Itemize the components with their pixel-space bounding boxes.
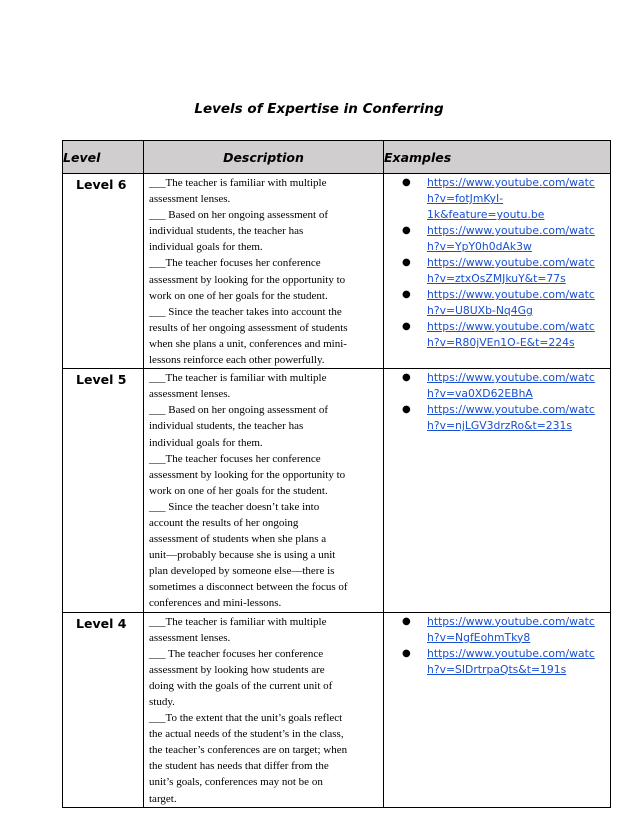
bullet-icon: ● — [402, 257, 411, 268]
description-cell — [144, 174, 384, 369]
youtube-link[interactable] — [427, 614, 610, 646]
link-text: h?v=NgfEohmTky8 — [427, 630, 531, 644]
link-text: https://www.youtube.com/watc — [427, 403, 595, 417]
description-line: assessment by looking how students are — [149, 663, 325, 676]
link-text: https://www.youtube.com/watc — [427, 176, 595, 189]
description-line: assessment lenses. — [149, 193, 231, 206]
example-links-list — [384, 175, 610, 351]
description-line: individual students, the teacher has — [149, 420, 304, 433]
description-line: individual goals for them. — [149, 241, 263, 254]
description-line: assessment lenses. — [149, 388, 231, 401]
description-line: ___The teacher focuses her conference — [149, 452, 321, 465]
description-line: individual goals for them. — [149, 436, 263, 449]
description-line: conferences and mini-lessons. — [149, 597, 282, 610]
youtube-link[interactable] — [427, 370, 610, 402]
description-line: assessment by looking for the opportunity to — [149, 468, 346, 481]
description-line: plan developed by someone else—there is — [149, 565, 335, 578]
link-text: 1k&feature=youtu.be — [427, 208, 545, 221]
description-line: results of her ongoing assessment of students — [149, 321, 348, 334]
table-row — [63, 369, 611, 612]
description-line: ___The teacher is familiar with multiple — [149, 372, 327, 385]
table-row — [63, 174, 611, 369]
youtube-link[interactable] — [427, 175, 610, 223]
header-level: Level — [63, 141, 144, 174]
description-line: ___ Since the teacher takes into account the — [149, 305, 342, 318]
example-links-list — [384, 370, 610, 434]
list-item — [384, 287, 610, 319]
description-line: work on one of her goals for the student. — [149, 484, 328, 497]
description-line: the actual needs of the student’s in the class, — [149, 728, 344, 741]
examples-cell — [384, 174, 611, 369]
link-text: h?v=U8UXb-Nq4Gg — [427, 304, 533, 317]
bullet-icon: ● — [402, 404, 411, 416]
description-line: the teacher’s conferences are on target; when — [149, 744, 348, 757]
description-line: the student has needs that differ from the — [149, 760, 329, 773]
link-text: https://www.youtube.com/watc — [427, 288, 595, 301]
description-line: account the results of her ongoing — [149, 516, 299, 529]
link-text: h?v=njLGV3drzRo&t=231s — [427, 419, 573, 433]
link-text: https://www.youtube.com/watc — [427, 256, 595, 269]
bullet-icon: ● — [402, 372, 411, 384]
examples-cell — [384, 612, 611, 807]
youtube-link[interactable] — [427, 646, 610, 678]
link-text: h?v=R80jVEn1O-E&t=224s — [427, 336, 575, 349]
page-title: Levels of Expertise in Conferring — [194, 101, 444, 117]
description-line: ___The teacher focuses her conference — [149, 257, 321, 270]
level-cell: Level 5 — [63, 369, 144, 612]
description-line: assessment by looking for the opportunity to — [149, 273, 346, 286]
description-cell — [144, 369, 384, 612]
link-text: h?v=SIDrtrpaQts&t=191s — [427, 662, 567, 676]
description-line: ___The teacher is familiar with multiple — [149, 615, 327, 628]
bullet-icon: ● — [402, 615, 411, 627]
link-text: https://www.youtube.com/watc — [427, 371, 595, 385]
example-links-list — [384, 614, 610, 678]
list-item — [384, 175, 610, 223]
list-item — [384, 614, 610, 646]
list-item — [384, 319, 610, 351]
description-line: individual students, the teacher has — [149, 225, 304, 238]
link-text: https://www.youtube.com/watc — [427, 224, 595, 237]
description-line: ___ Since the teacher doesn’t take into — [149, 500, 320, 513]
description-line: target. — [149, 792, 177, 805]
header-description: Description — [144, 141, 384, 174]
link-text: h?v=fotJmKyI- — [427, 192, 504, 205]
youtube-link[interactable] — [427, 319, 610, 351]
youtube-link[interactable] — [427, 287, 610, 319]
bullet-icon: ● — [402, 647, 411, 659]
description-line: work on one of her goals for the student. — [149, 289, 328, 302]
list-item — [384, 646, 610, 678]
description-line: ___ Based on her ongoing assessment of — [149, 404, 329, 417]
bullet-icon: ● — [402, 177, 411, 188]
description-line: ___To the extent that the unit’s goals reflect — [149, 712, 343, 725]
link-text: h?v=va0XD62EBhA — [427, 387, 533, 401]
bullet-icon: ● — [402, 321, 411, 332]
description-line: sometimes a disconnect between the focus of — [149, 581, 348, 594]
description-line: lessons reinforce each other powerfully. — [149, 354, 325, 367]
youtube-link[interactable] — [427, 255, 610, 287]
description-line: assessment of students when she plans a — [149, 533, 327, 546]
description-line: ___The teacher is familiar with multiple — [149, 177, 327, 189]
description-line: ___ The teacher focuses her conference — [149, 647, 324, 660]
header-examples: Examples — [384, 141, 611, 174]
youtube-link[interactable] — [427, 223, 610, 255]
link-text: h?v=YpY0h0dAk3w — [427, 240, 532, 253]
description-line: when she plans a unit, conferences and mini- — [149, 337, 347, 350]
link-text: h?v=ztxOsZMJkuY&t=77s — [427, 272, 566, 285]
link-text: https://www.youtube.com/watc — [427, 646, 595, 660]
bullet-icon: ● — [402, 289, 411, 300]
level-cell: Level 4 — [63, 612, 144, 807]
youtube-link[interactable] — [427, 402, 610, 434]
description-line: study. — [149, 696, 175, 708]
link-text: https://www.youtube.com/watc — [427, 320, 595, 333]
description-line: ___ Based on her ongoing assessment of — [149, 209, 329, 222]
list-item — [384, 402, 610, 434]
table-row — [63, 612, 611, 807]
examples-cell — [384, 369, 611, 612]
description-line: doing with the goals of the current unit of — [149, 679, 333, 692]
list-item — [384, 255, 610, 287]
list-item — [384, 223, 610, 255]
link-text: https://www.youtube.com/watc — [427, 614, 595, 628]
description-cell — [144, 612, 384, 807]
description-line: unit’s goals, conferences may not be on — [149, 776, 323, 789]
list-item — [384, 370, 610, 402]
level-cell: Level 6 — [63, 174, 144, 369]
description-line: assessment lenses. — [149, 631, 231, 644]
table-header-row — [63, 141, 611, 174]
expertise-table — [62, 140, 611, 808]
bullet-icon: ● — [402, 225, 411, 236]
description-line: unit—probably because she is using a unit — [149, 549, 336, 562]
